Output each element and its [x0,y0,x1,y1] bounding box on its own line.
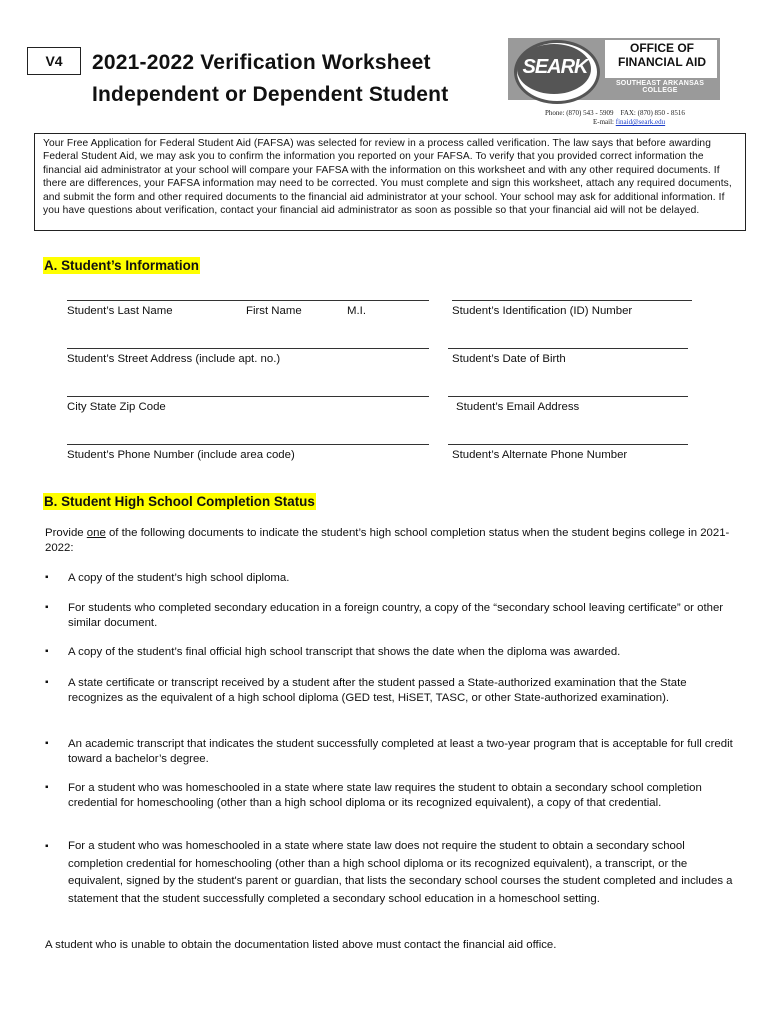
college-logo [508,38,720,100]
email-field[interactable] [448,396,688,397]
alt-phone-label: Student’s Alternate Phone Number [452,449,628,461]
contact-email-line [593,118,665,126]
contact-email-label: E-mail: [593,118,614,126]
list-item: A copy of the student’s high school diploma. [68,572,290,584]
mi-label: M.I. [347,305,366,317]
logo-office-line1: OFFICE OF [630,41,694,55]
section-b-intro-before: Provide [45,527,87,539]
section-b-intro-underlined: one [86,527,106,539]
list-item: For a student who was homeschooled in a state where state law requires the student to obtain a secondary school completion credential for homeschooling (other than a high school diploma or its recognized equivalent), a copy of that credential. [68,782,702,809]
list-item: An academic transcript that indicates the student successfully completed at least a two-year program that is acceptable for full credit toward a bachelor’s degree. [68,738,733,765]
student-id-label: Student’s Identification (ID) Number [452,305,633,317]
section-b-intro [45,526,735,555]
page-title-line2: Independent or Dependent Student [92,83,449,106]
bullet-marker: ▪ [45,646,49,657]
bullet-marker: ▪ [45,841,49,852]
email-label: Student’s Email Address [456,401,580,413]
bullet-marker: ▪ [45,602,49,613]
last-first-mi-field[interactable] [67,300,429,301]
bullet-marker: ▪ [45,738,49,749]
phone-field[interactable] [67,444,429,445]
logo-college-name: SOUTHEAST ARKANSAS COLLEGE [615,80,705,94]
bullet-marker: ▪ [45,572,49,583]
closing-note: A student who is unable to obtain the documentation listed above must contact the financial aid office. [45,939,557,951]
list-item: For a student who was homeschooled in a state where state law does not require the student to obtain a secondary school completion credential for homeschooling (other than a high school diploma or its recognized equivalent), a transcript, or the equivalent, signed by the student's parent or guardian, that lists the secondary school courses the student completed and includes a statement that the student successfully completed a secondary school education in a homeschool setting. [68,840,733,905]
list-item: For students who completed secondary education in a foreign country, a copy of the “secondary school leaving certificate” or other similar document. [68,602,724,629]
last-name-label: Student’s Last Name [67,305,173,317]
contact-fax: FAX: (870) 850 - 8516 [620,109,685,117]
street-address-label: Student’s Street Address (include apt. no.) [67,353,281,365]
section-a-heading-text: A. Student’s Information [44,258,199,273]
logo-office-text [608,41,716,69]
section-b-heading [43,494,316,509]
bullet-marker: ▪ [45,782,49,793]
phone-label: Student’s Phone Number (include area code) [67,449,295,461]
contact-email-link[interactable]: finaid@seark.edu [615,118,666,126]
contact-phone: Phone: (870) 543 - 5909 [545,109,614,117]
student-id-field[interactable] [452,300,692,301]
section-a-heading [43,258,200,273]
version-label: V4 [45,53,63,69]
dob-field[interactable] [448,348,688,349]
logo-office-line2: FINANCIAL AID [618,55,706,69]
section-b-intro-after: of the following documents to indicate the student’s high school completion status when the student begins college in 2021-2022: [45,527,730,554]
first-name-label: First Name [246,305,302,317]
intro-notice: Your Free Application for Federal Student Aid (FAFSA) was selected for review in a process called verification. The law says that before awarding Federal Student Aid, we may ask you to confirm the information you reported on your FAFSA. To verify that you provided correct information the financial aid administrator at your school will compare your FAFSA with the information on this worksheet and with any other required documents. If there are differences, your FAFSA information may need to be corrected. You must complete and sign this worksheet, attach any required documents, and submit the form and other required documents to the financial aid administrator at your school. Your school may ask for additional information. If you have questions about verification, contact your financial aid administrator as soon as possible so that your financial aid will not be delayed. [34,133,746,231]
alt-phone-field[interactable] [448,444,688,445]
logo-seal-text: SEARK [522,56,588,78]
list-item: A copy of the student’s final official high school transcript that shows the date when the diploma was awarded. [68,646,621,658]
street-address-field[interactable] [67,348,429,349]
page-title-line1: 2021-2022 Verification Worksheet [92,51,431,74]
list-item: A state certificate or transcript received by a student after the student passed a State-authorized examination that the State recognizes as the equivalent of a high school diploma (GED test, HiSET, TASC, or other State-authorized examination). [68,677,687,704]
bullet-marker: ▪ [45,677,49,688]
dob-label: Student’s Date of Birth [452,353,566,365]
city-state-zip-field[interactable] [67,396,429,397]
section-b-heading-text: B. Student High School Completion Status [44,494,315,509]
city-state-zip-label: City State Zip Code [67,401,166,413]
version-badge [27,47,81,75]
contact-phone-fax [545,109,685,117]
